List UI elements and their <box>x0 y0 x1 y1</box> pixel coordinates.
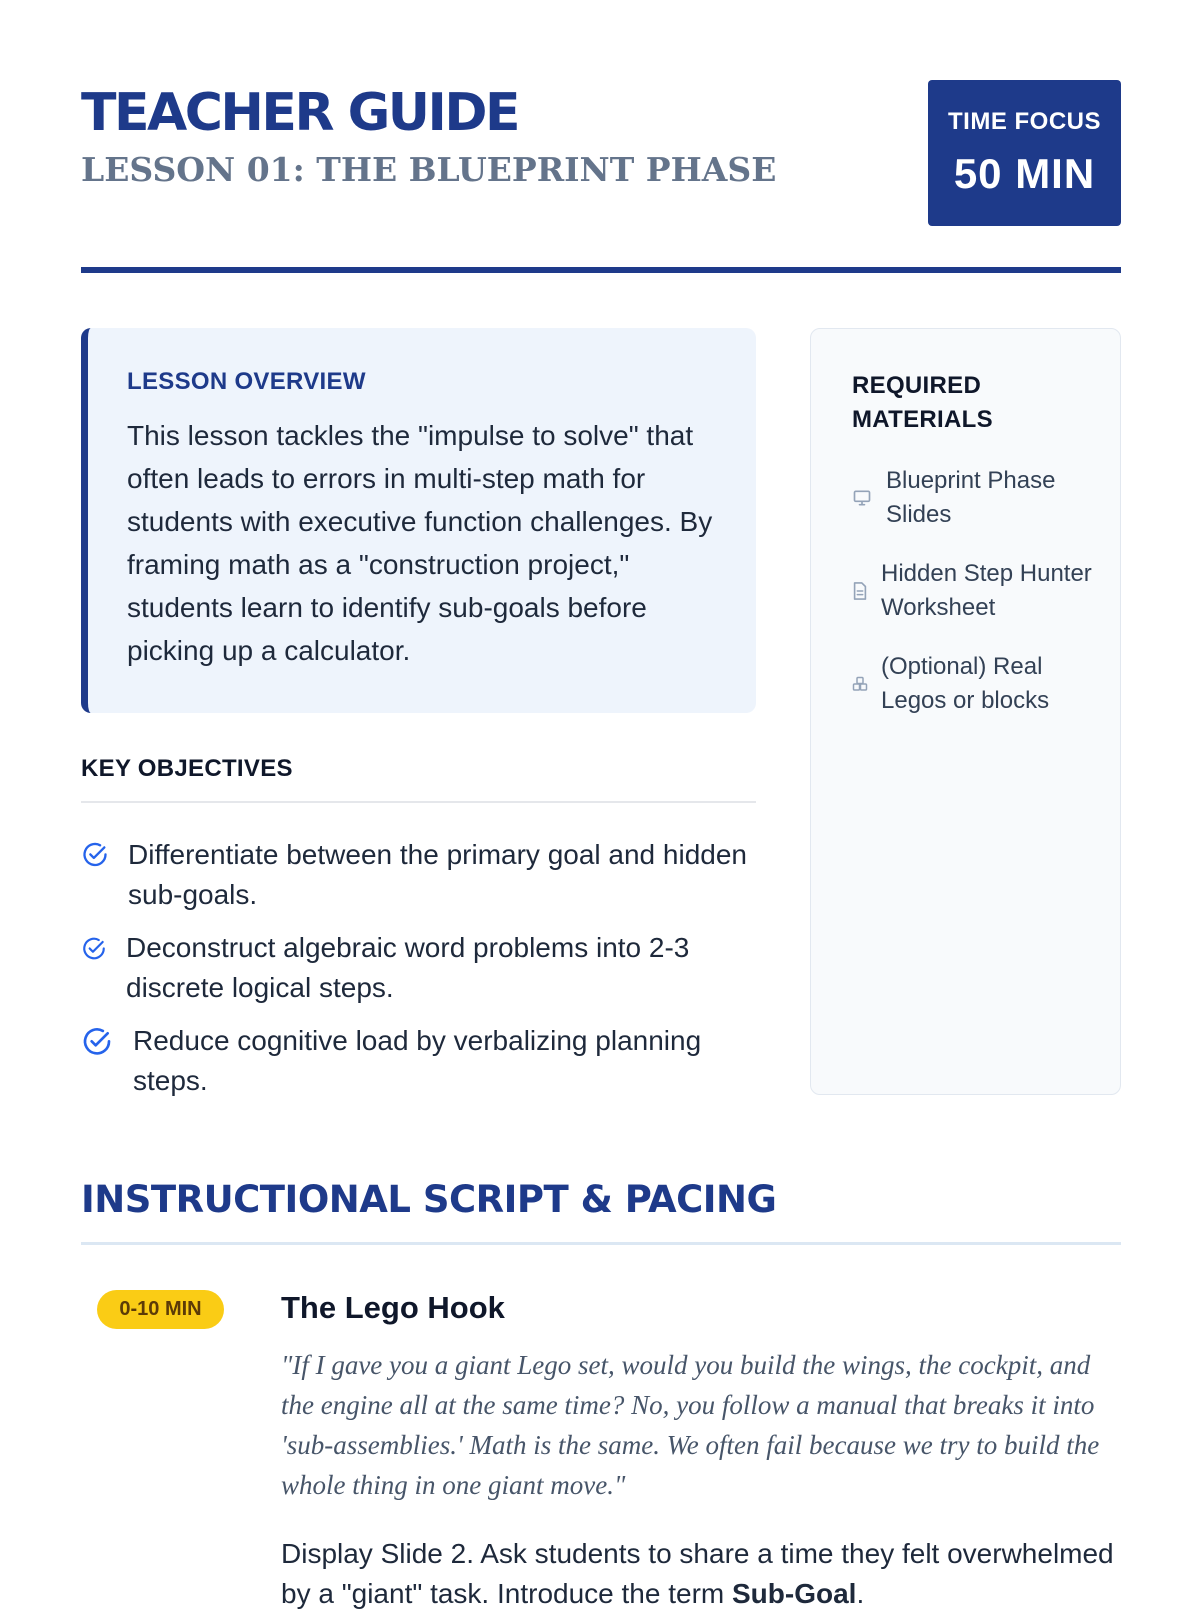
material-item <box>852 557 1112 627</box>
step-quote: "If I gave you a giant Lego set, would you build the wings, the cockpit, and the engine all at the same time? No, you follow a manual that breaks it into 'sub-assemblies.' Math is the same. We often fail because we try to build the whole thing in one giant move." <box>281 1350 1100 1500</box>
required-materials-card <box>810 328 1121 1095</box>
objective-item <box>81 928 761 1008</box>
sub-goal-term: Sub-Goal <box>732 1578 857 1609</box>
step-title: The Lego Hook <box>281 1290 505 1325</box>
objective-text: Deconstruct algebraic word problems into 2-3 discrete logical steps. <box>126 932 690 1003</box>
instructions-end: . <box>856 1578 865 1609</box>
time-focus-label: TIME FOCUS <box>948 108 1101 135</box>
material-item <box>852 464 1112 534</box>
lesson-subtitle: LESSON 01: THE BLUEPRINT PHASE <box>81 150 777 189</box>
monitor-icon <box>852 488 872 508</box>
check-circle-icon <box>81 1026 113 1058</box>
objectives-heading: KEY OBJECTIVES <box>81 755 293 782</box>
header-divider <box>81 267 1121 273</box>
material-label: Hidden Step Hunter Worksheet <box>881 560 1092 621</box>
section-title: INSTRUCTIONAL SCRIPT & PACING <box>81 1178 777 1221</box>
objectives-divider <box>81 801 756 803</box>
document-icon <box>852 582 868 600</box>
page-title: TEACHER GUIDE <box>81 83 519 143</box>
lesson-overview-card <box>81 328 756 713</box>
section-divider <box>81 1242 1121 1245</box>
time-focus-box <box>928 80 1121 226</box>
blocks-icon <box>852 675 868 693</box>
material-label: (Optional) Real Legos or blocks <box>881 653 1050 714</box>
overview-heading: LESSON OVERVIEW <box>127 368 366 395</box>
objective-text: Differentiate between the primary goal and hidden sub-goals. <box>128 839 747 910</box>
time-badge: 0-10 MIN <box>97 1290 224 1329</box>
time-focus-value: 50 MIN <box>953 150 1096 197</box>
materials-heading: REQUIRED MATERIALS <box>852 372 993 433</box>
check-circle-icon <box>81 841 109 869</box>
objective-text: Reduce cognitive load by verbalizing planning steps. <box>133 1025 702 1096</box>
instructions-text: Display Slide 2. Ask students to share a time they felt overwhelmed by a "giant" task. Introduce the term <box>281 1538 1114 1609</box>
material-label: Blueprint Phase Slides <box>886 467 1056 528</box>
step-instructions <box>281 1534 1126 1614</box>
page-header <box>81 80 1121 226</box>
check-circle-icon <box>81 936 107 962</box>
material-item <box>852 650 1112 720</box>
overview-body: This lesson tackles the "impulse to solve" that often leads to errors in multi-step math for students with executive function challenges. By framing math as a "construction project," students learn to identify sub-goals before picking up a calculator. <box>127 420 713 666</box>
objective-item <box>81 835 761 915</box>
objective-item <box>81 1021 761 1101</box>
